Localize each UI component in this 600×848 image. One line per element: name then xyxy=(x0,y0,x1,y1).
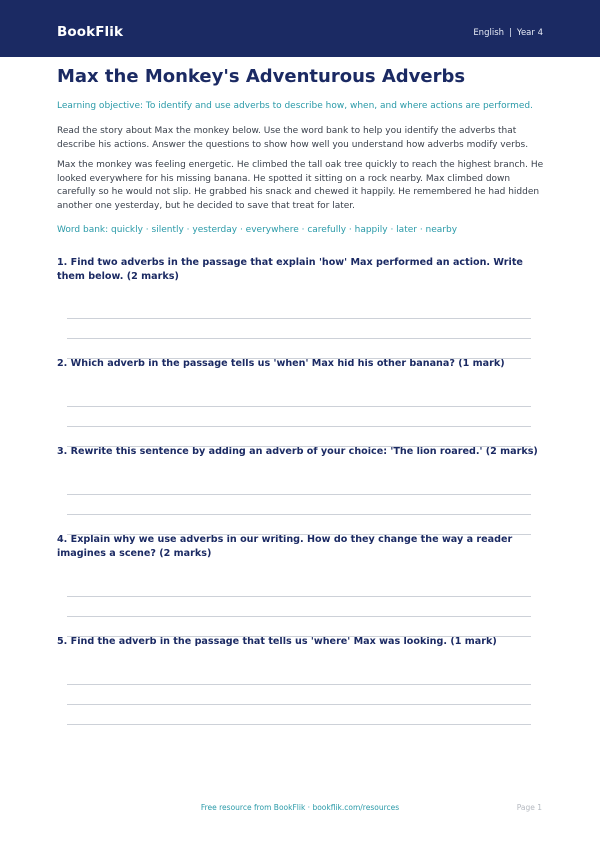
answer-line[interactable] xyxy=(67,684,531,685)
answer-line[interactable] xyxy=(67,724,531,725)
question-5: 5. Find the adverb in the passage that tells us 'where' Max was looking. (1 mark) xyxy=(57,636,497,647)
answer-line[interactable] xyxy=(67,338,531,339)
answer-line[interactable] xyxy=(67,704,531,705)
answer-line[interactable] xyxy=(67,534,531,535)
instructions-paragraph: Read the story about Max the monkey below. Use the word bank to help you identify the adverbs that describe his actions. Answer the questions to show how well you understand how adverbs modify verbs. xyxy=(57,126,529,150)
answer-line[interactable] xyxy=(67,494,531,495)
answer-line[interactable] xyxy=(67,636,531,637)
page-title: Max the Monkey's Adventurous Adverbs xyxy=(57,66,466,87)
answer-line[interactable] xyxy=(67,406,531,407)
meta-separator: | xyxy=(509,28,512,38)
header-meta xyxy=(473,28,543,38)
brand-logo: BookFlik xyxy=(57,24,124,40)
answer-line[interactable] xyxy=(67,514,531,515)
answer-line[interactable] xyxy=(67,596,531,597)
question-3: 3. Rewrite this sentence by adding an adverb of your choice: 'The lion roared.' (2 marks) xyxy=(57,446,538,457)
word-bank: Word bank: quickly · silently · yesterday · everywhere · carefully · happily · later · nearby xyxy=(57,225,458,235)
year-label: Year 4 xyxy=(516,28,543,38)
question-4: 4. Explain why we use adverbs in our writing. How do they change the way a reader imagines a scene? (2 marks) xyxy=(57,534,513,559)
answer-line[interactable] xyxy=(67,446,531,447)
answer-line[interactable] xyxy=(67,616,531,617)
question-1: 1. Find two adverbs in the passage that explain 'how' Max performed an action. Write them below. (2 marks) xyxy=(57,257,523,282)
subject-label: English xyxy=(473,28,505,38)
page-number: Page 1 xyxy=(516,803,542,812)
question-2: 2. Which adverb in the passage tells us 'when' Max hid his other banana? (1 mark) xyxy=(57,358,505,369)
answer-line[interactable] xyxy=(67,426,531,427)
page-header xyxy=(0,0,600,57)
answer-line[interactable] xyxy=(67,358,531,359)
answer-line[interactable] xyxy=(67,318,531,319)
learning-objective: Learning objective: To identify and use adverbs to describe how, when, and where actions are performed. xyxy=(57,101,534,111)
footer-credit: Free resource from BookFlik · bookflik.com/resources xyxy=(200,803,400,812)
story-passage: Max the monkey was feeling energetic. He climbed the tall oak tree quickly to reach the highest branch. He looked everywhere for his missing banana. He spotted it sitting on a rock nearby. Max climbed down carefully so he would not slip. He grabbed his snack and chewed it happily. He remembered he had hidden another one yesterday, but he decided to save that treat for later. xyxy=(57,160,544,211)
